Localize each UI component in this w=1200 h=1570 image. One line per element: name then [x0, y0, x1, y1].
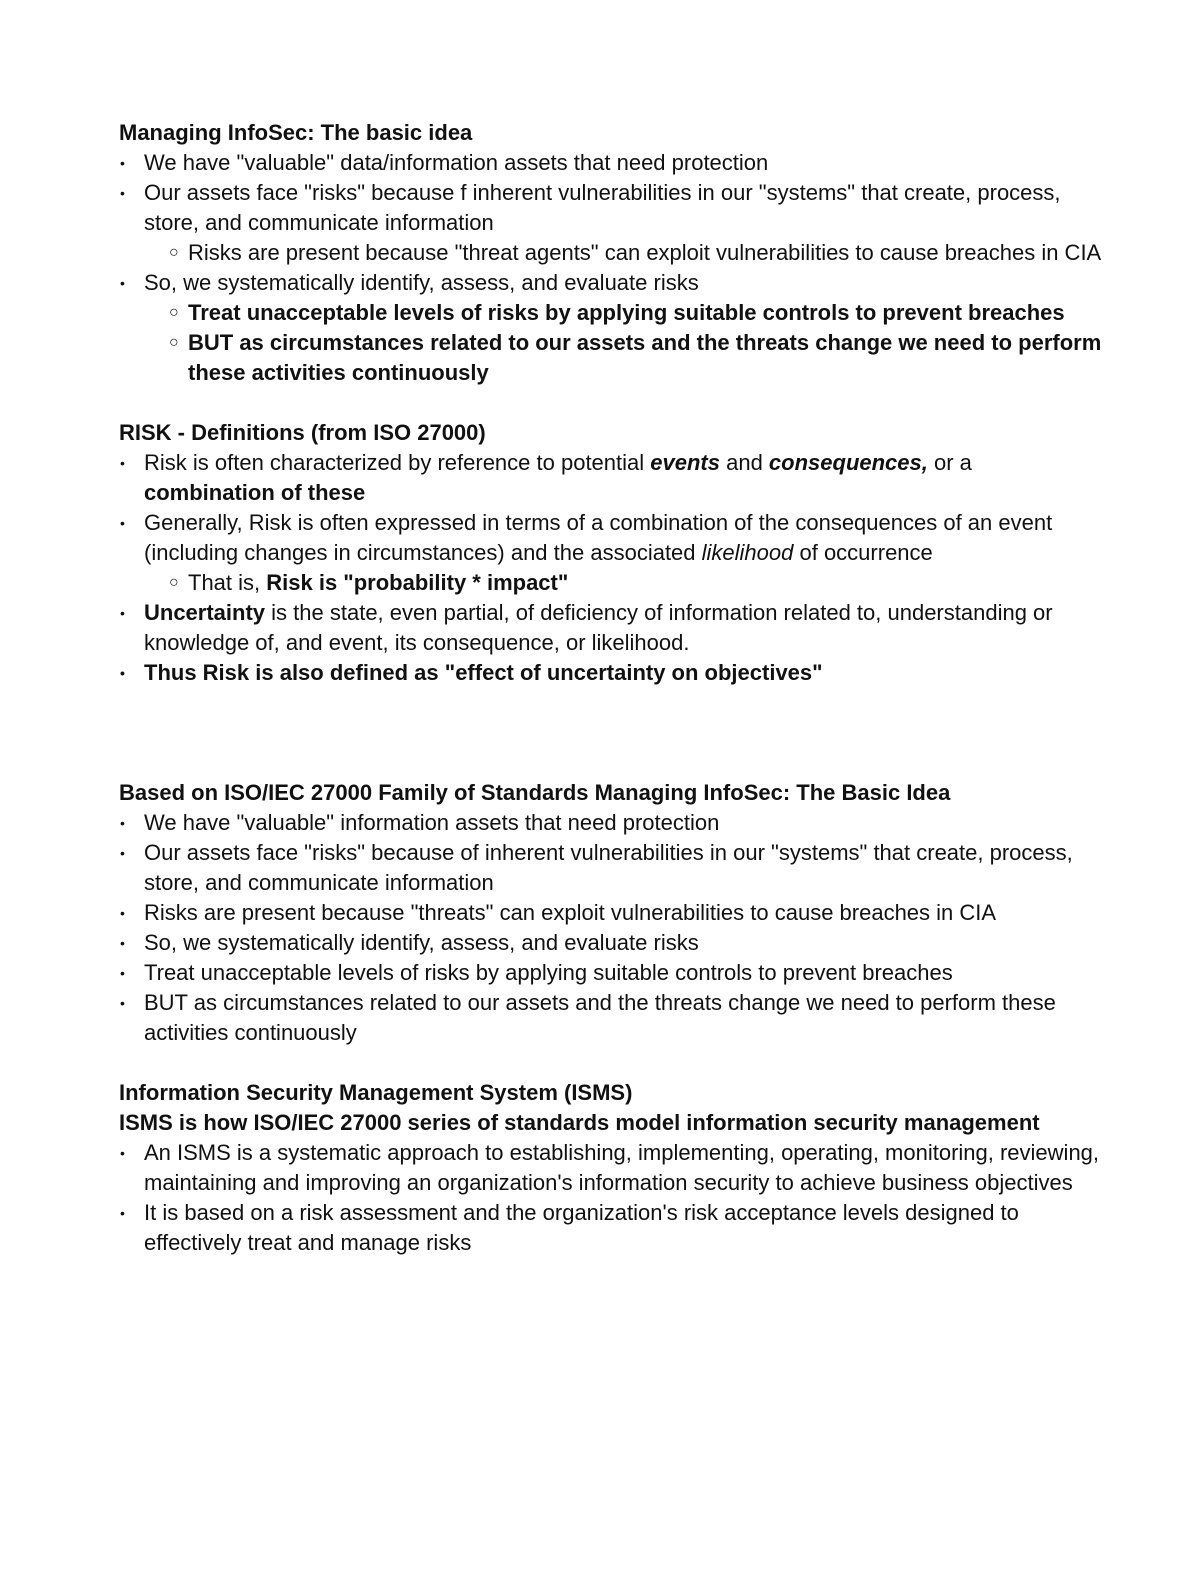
section-subheading: ISMS is how ISO/IEC 27000 series of standards model information security management: [119, 1110, 1040, 1135]
bullet-item: [119, 808, 1104, 838]
text-run: or a: [927, 450, 972, 475]
bullet-text: So, we systematically identify, assess, and evaluate risks: [144, 270, 699, 295]
sub-bullet-marker: ○: [169, 304, 179, 321]
bullet-item: [119, 898, 1104, 928]
text-run: consequences,: [768, 450, 928, 475]
bullet-text: Treat unacceptable levels of risks by applying suitable controls to prevent breaches: [188, 300, 1065, 325]
sub-bullet-marker: ○: [169, 574, 179, 591]
bullet-text: Risks are present because "threats" can exploit vulnerabilities to cause breaches in CIA: [144, 900, 997, 925]
text-run: events: [650, 450, 720, 475]
bullet-text: Our assets face "risks" because f inherent vulnerabilities in our "systems" that create, process, store, and communicate information: [144, 180, 1061, 235]
text-run: of occurrence: [793, 540, 933, 565]
bullet-marker: •: [120, 815, 125, 831]
section-risk-definitions: [119, 418, 1200, 688]
bullet-text: Thus Risk is also defined as "effect of uncertainty on objectives": [144, 660, 823, 685]
sub-bullet-item: [119, 238, 1104, 268]
text-run: likelihood: [701, 540, 794, 565]
section-heading: Information Security Management System (ISMS): [119, 1080, 633, 1105]
text-run: and: [719, 450, 769, 475]
bullet-text: We have "valuable" data/information assets that need protection: [144, 150, 769, 175]
bullet-text: It is based on a risk assessment and the organization's risk acceptance levels designed to effectively treat and manage risks: [144, 1200, 1019, 1255]
bullet-item: [119, 928, 1104, 958]
bullet-text: An ISMS is a systematic approach to establishing, implementing, operating, monitoring, reviewing, maintaining and improving an organization's information security to achieve business objectives: [144, 1140, 1100, 1195]
text-run: Uncertainty: [144, 600, 266, 625]
bullet-text: So, we systematically identify, assess, and evaluate risks: [144, 930, 699, 955]
bullet-marker: •: [120, 605, 125, 621]
bullet-item: [119, 658, 1104, 688]
bullet-text: BUT as circumstances related to our assets and the threats change we need to perform these activities continuously: [188, 330, 1102, 385]
bullet-marker: •: [120, 935, 125, 951]
bullet-item: [119, 1198, 1104, 1258]
bullet-marker: •: [120, 965, 125, 981]
section-managing-infosec: [119, 118, 1200, 388]
section-heading: Based on ISO/IEC 27000 Family of Standards Managing InfoSec: The Basic Idea: [119, 780, 951, 805]
bullet-marker: •: [120, 1145, 125, 1161]
bullet-text: BUT as circumstances related to our assets and the threats change we need to perform these activities continuously: [144, 990, 1056, 1045]
bullet-item: [119, 1138, 1104, 1198]
spacer: [119, 388, 1200, 418]
bullet-marker: •: [120, 455, 125, 471]
bullet-text: Our assets face "risks" because of inherent vulnerabilities in our "systems" that create, process, store, and communicate information: [144, 840, 1073, 895]
bullet-item: [119, 148, 1104, 178]
text-run: Generally, Risk is often expressed in terms of a combination of the consequences of an event (including changes in circumstances) and the associated: [144, 510, 1053, 565]
bullet-item: [119, 988, 1104, 1048]
text-run: Risk is "probability * impact": [266, 570, 569, 595]
section-iso-27000-basic-idea: [119, 778, 1200, 1048]
section-heading: RISK - Definitions (from ISO 27000): [119, 420, 486, 445]
spacer: [119, 1048, 1200, 1078]
text-run: Risk is often characterized by reference to potential: [144, 450, 651, 475]
bullet-marker: •: [120, 515, 125, 531]
bullet-item: [119, 178, 1104, 238]
bullet-text: Risks are present because "threat agents" can exploit vulnerabilities to cause breaches in CIA: [188, 240, 1102, 265]
bullet-text: Treat unacceptable levels of risks by applying suitable controls to prevent breaches: [144, 960, 953, 985]
bullet-text: We have "valuable" information assets that need protection: [144, 810, 720, 835]
bullet-marker: •: [120, 845, 125, 861]
sub-bullet-marker: ○: [169, 334, 179, 351]
bullet-marker: •: [120, 665, 125, 681]
sub-bullet-item: [119, 568, 1104, 598]
bullet-item: [119, 838, 1104, 898]
sub-bullet-marker: ○: [169, 244, 179, 261]
text-run: is the state, even partial, of deficiency of information related to, understanding or knowledge of, and event, its consequence, or likelihood.: [144, 600, 1053, 655]
bullet-marker: •: [120, 995, 125, 1011]
sub-bullet-item: [119, 328, 1104, 388]
bullet-item: [119, 598, 1104, 658]
bullet-marker: •: [120, 905, 125, 921]
text-run: combination of these: [144, 480, 366, 505]
bullet-item: [119, 268, 1104, 298]
spacer: [119, 688, 1200, 778]
bullet-marker: •: [120, 1205, 125, 1221]
bullet-item: [119, 448, 1104, 508]
text-run: That is,: [188, 570, 267, 595]
section-isms: [119, 1078, 1200, 1258]
sub-bullet-item: [119, 298, 1104, 328]
bullet-marker: •: [120, 155, 125, 171]
bullet-item: [119, 508, 1104, 568]
section-heading: Managing InfoSec: The basic idea: [119, 120, 473, 145]
bullet-marker: •: [120, 185, 125, 201]
bullet-marker: •: [120, 275, 125, 291]
bullet-item: [119, 958, 1104, 988]
